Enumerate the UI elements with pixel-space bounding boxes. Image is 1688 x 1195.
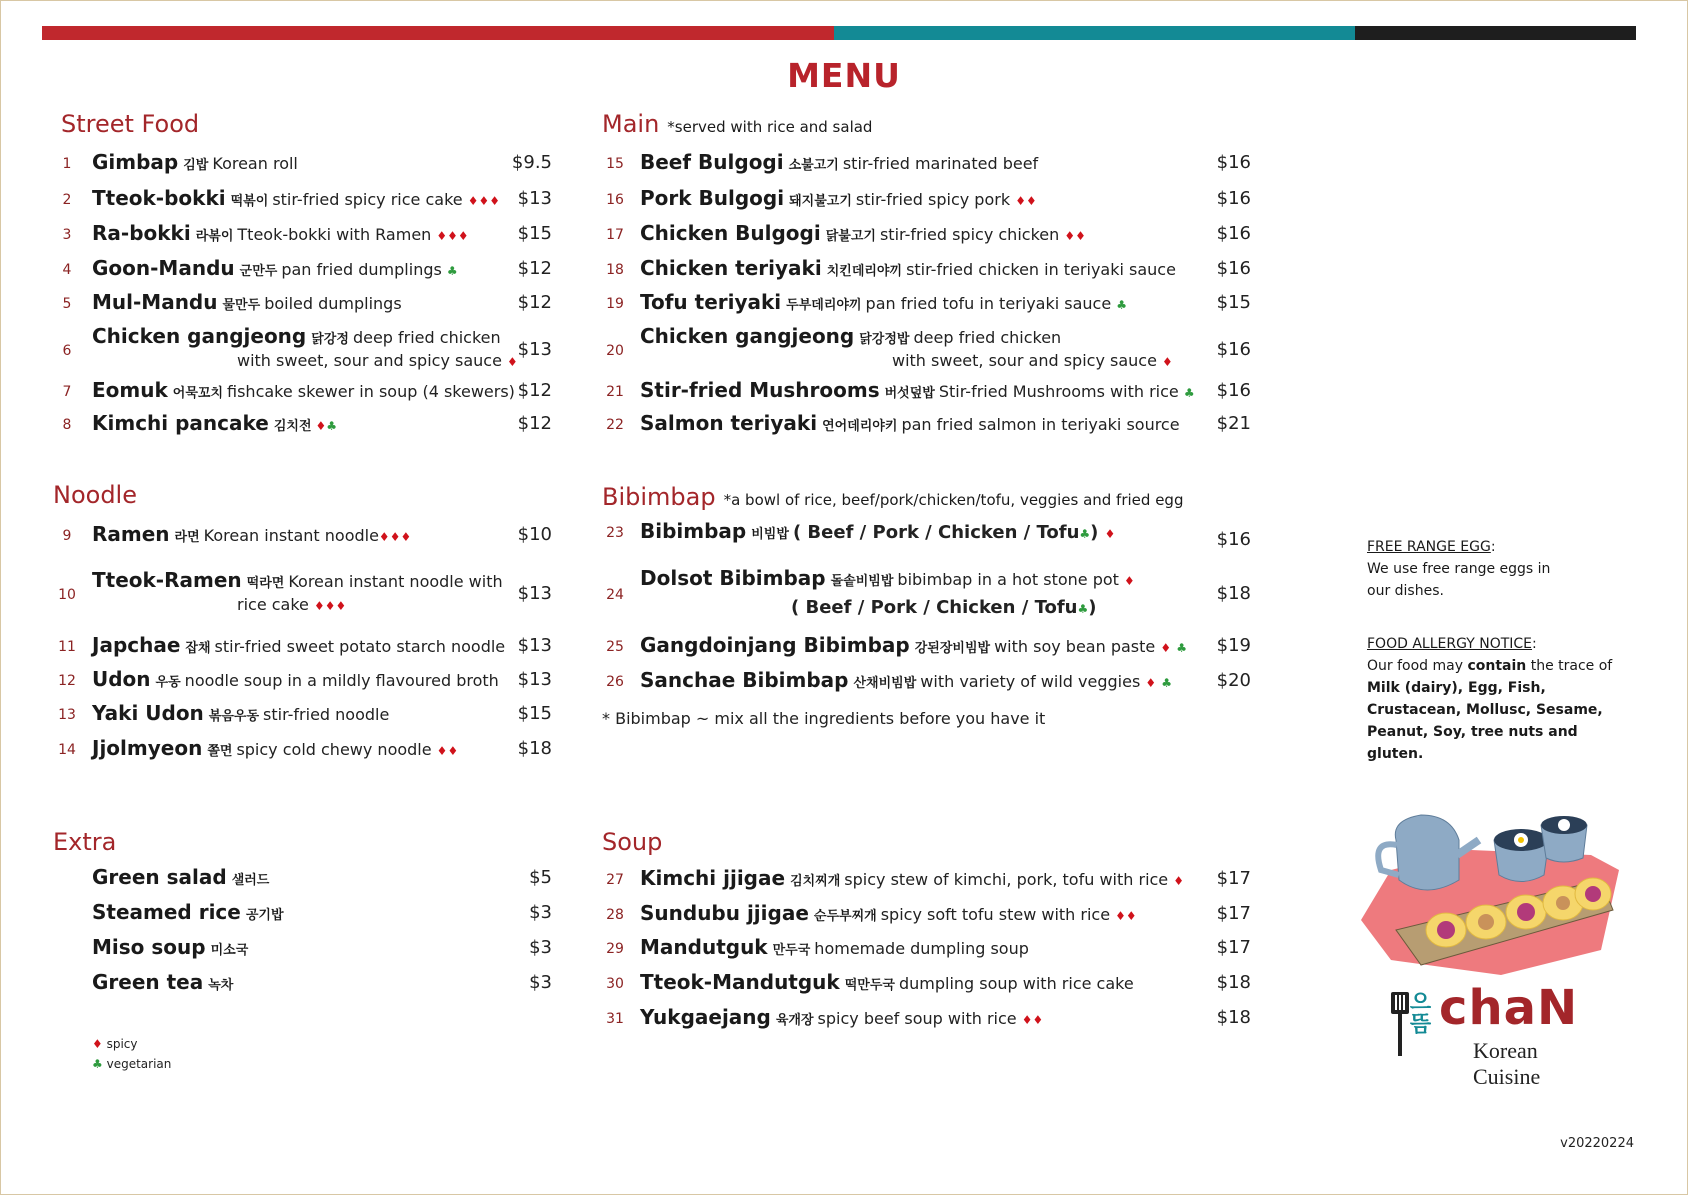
item-description: Tteok-bokki with Ramen ♦♦♦ (237, 225, 469, 244)
item-korean-name: 김치전 (273, 419, 312, 434)
item-number: 21 (606, 384, 624, 400)
item-name: Stir-fried Mushrooms (640, 378, 880, 402)
item-description: with soy bean paste ♦ ♣ (994, 637, 1187, 656)
item-name: Green salad (92, 865, 227, 889)
item-korean-name: 군만두 (239, 264, 278, 279)
menu-item (0, 411, 1300, 441)
menu-item (0, 668, 1300, 698)
item-description: stir-fried chicken in teriyaki sauce (906, 260, 1176, 279)
item-name: Mul-Mandu (92, 290, 218, 314)
item-price: $16 (1216, 223, 1251, 244)
allergy-text-end: the trace of (1526, 658, 1613, 674)
item-line (640, 221, 1086, 245)
item-line (640, 290, 1127, 314)
section-heading-street-food (61, 110, 199, 138)
spicy-icon: ♦ (1021, 1013, 1033, 1027)
item-korean-name: 닭강정 (311, 332, 349, 347)
item-name: Dolsot Bibimbap (640, 566, 826, 590)
item-price: $20 (1216, 670, 1251, 691)
item-name: Bibimbap (640, 519, 747, 543)
item-korean-name: 우동 (155, 675, 181, 690)
spicy-icon: ♦ (1162, 355, 1173, 369)
legend-vegetarian-label: vegetarian (106, 1057, 172, 1071)
logo-korean: 으뜸 (1406, 990, 1431, 1034)
spicy-icon: ♦ (457, 229, 469, 243)
item-name: Goon-Mandu (92, 256, 235, 280)
menu-item (0, 1005, 1300, 1035)
item-korean-name: 닭강정밥 (859, 332, 910, 347)
item-price: $18 (517, 738, 552, 759)
section-heading-extra (53, 828, 116, 856)
item-number: 15 (606, 156, 624, 172)
item-name: Mandutguk (640, 935, 768, 959)
item-price: $12 (517, 258, 552, 279)
item-line (640, 186, 1037, 210)
item-name: Yaki Udon (92, 701, 204, 725)
item-description: boiled dumplings (264, 294, 402, 313)
item-korean-name: 공기밥 (245, 908, 284, 923)
vegetarian-icon: ♣ (1176, 641, 1187, 655)
menu-item (0, 633, 1300, 663)
bibimbap-footnote: * Bibimbap ~ mix all the ingredients before you have it (602, 709, 1046, 728)
item-korean-name: 강된장비빔밥 (914, 641, 991, 656)
item-name: Pork Bulgogi (640, 186, 785, 210)
item-line (640, 901, 1137, 925)
item-price: $3 (529, 902, 552, 923)
item-number: 11 (58, 639, 76, 655)
item-korean-name: 치킨데리야끼 (826, 264, 903, 279)
egg-notice-title: FREE RANGE EGG (1367, 539, 1491, 555)
menu-item (0, 970, 1300, 1000)
allergen-list: Milk (dairy), Egg, Fish, Crustacean, Mollusc, Sesame, Peanut, Soy, tree nuts and gluten. (1367, 680, 1603, 762)
item-number: 7 (62, 384, 72, 400)
restaurant-logo (1389, 980, 1599, 1089)
item-description: with variety of wild veggies ♦ ♣ (920, 672, 1172, 691)
item-price: $3 (529, 972, 552, 993)
item-number: 20 (606, 342, 624, 359)
item-description: fishcake skewer in soup (4 skewers) (227, 382, 515, 401)
item-description: Stir-fried Mushrooms with rice ♣ (938, 382, 1195, 401)
item-price: $13 (517, 188, 552, 209)
item-description: pan fried salmon in teriyaki source (901, 415, 1180, 434)
item-price: $16 (1216, 258, 1251, 279)
item-price: $15 (517, 223, 552, 244)
menu-title: MENU (787, 56, 901, 95)
vegetarian-icon: ♣ (1077, 602, 1089, 616)
item-number: 16 (606, 192, 624, 208)
item-number: 22 (606, 417, 624, 433)
item-description-line2: rice cake ♦♦♦ (237, 595, 347, 614)
item-number: 30 (606, 976, 624, 992)
item-price: $13 (517, 338, 552, 360)
item-price: $12 (517, 413, 552, 434)
item-description: Korean instant noodle♦♦♦ (203, 526, 412, 545)
item-korean-name: 쫄면 (207, 744, 233, 759)
item-price: $9.5 (511, 152, 552, 173)
spicy-icon: ♦ (489, 194, 500, 208)
section-title: Soup (602, 828, 663, 856)
item-line (640, 378, 1195, 402)
item-korean-name: 소불고기 (788, 158, 839, 173)
item-korean-name: 떡볶이 (230, 194, 269, 209)
item-korean-name: 만두국 (772, 943, 811, 958)
spicy-icon: ♦ (1115, 909, 1126, 923)
item-name: Ramen (92, 522, 170, 546)
vegetarian-icon: ♣ (1183, 386, 1195, 400)
item-description: stir-fried sweet potato starch noodle (214, 637, 506, 656)
item-korean-name: 김밥 (183, 158, 209, 173)
item-number: 2 (62, 192, 72, 208)
item-name: Ra-bokki (92, 221, 191, 245)
item-korean-name: 잡채 (185, 641, 211, 656)
item-korean-name: 돌솥비빔밥 (830, 574, 894, 589)
section-heading-noodle (53, 481, 137, 509)
item-price: $10 (517, 524, 552, 545)
item-description: spicy soft tofu stew with rice ♦♦ (880, 905, 1137, 924)
spicy-icon: ♦ (478, 194, 490, 208)
tea-and-pancakes-illustration (1351, 800, 1627, 978)
item-name: Yukgaejang (640, 1005, 771, 1029)
vegetarian-icon: ♣ (1161, 676, 1172, 690)
spicy-icon: ♦ (315, 419, 327, 433)
item-number: 23 (606, 525, 624, 541)
item-description: deep fried chicken (352, 328, 501, 347)
item-line (640, 566, 1135, 590)
section-heading-bibimbap (602, 483, 1183, 511)
item-price: $18 (1216, 1007, 1251, 1028)
legend-spicy (92, 1037, 138, 1051)
item-number: 24 (606, 586, 624, 603)
logo-brand: chaN (1439, 980, 1579, 1036)
item-name: Tteok-Ramen (92, 568, 242, 592)
item-name: Salmon teriyaki (640, 411, 818, 435)
item-description: stir-fried marinated beef (842, 154, 1039, 173)
item-korean-name: 순두부찌개 (813, 909, 877, 924)
item-description: deep fried chicken (913, 328, 1062, 347)
spicy-icon: ♦ (507, 355, 518, 369)
item-korean-name: 물만두 (222, 298, 261, 313)
item-korean-name: 떡라면 (246, 576, 285, 591)
menu-item (0, 736, 1300, 766)
section-note: *served with rice and salad (667, 118, 873, 136)
item-description: Korean instant noodle with (288, 572, 503, 591)
item-korean-name: 김치찌개 (790, 874, 841, 889)
item-name: Tteok-Mandutguk (640, 970, 840, 994)
vegetarian-icon: ♣ (92, 1057, 103, 1071)
item-number: 14 (58, 742, 76, 758)
item-price: $12 (517, 292, 552, 313)
section-title: Main (602, 110, 660, 138)
spicy-icon: ♦ (1075, 229, 1086, 243)
item-number: 27 (606, 872, 624, 888)
item-korean-name: 산채비빔밥 (853, 676, 917, 691)
section-title: Noodle (53, 481, 137, 509)
spicy-icon: ♦ (389, 530, 401, 544)
item-price: $3 (529, 937, 552, 958)
item-line (640, 256, 1176, 280)
item-price: $16 (1216, 338, 1251, 360)
item-number: 8 (62, 417, 72, 433)
item-name: Eomuk (92, 378, 168, 402)
item-name: Chicken teriyaki (640, 256, 822, 280)
item-price: $13 (517, 582, 552, 604)
item-name: Steamed rice (92, 900, 241, 924)
item-price: $17 (1216, 903, 1251, 924)
item-line (92, 701, 389, 725)
item-name: Tofu teriyaki (640, 290, 782, 314)
allergy-text-bold: contain (1467, 658, 1527, 674)
spicy-icon: ♦ (324, 599, 336, 613)
item-line (92, 736, 458, 760)
menu-item (0, 324, 1300, 370)
item-description: dumpling soup with rice cake (898, 974, 1134, 993)
egg-notice-text: We use free range eggs in our dishes. (1367, 561, 1551, 599)
legend-spicy-label: spicy (106, 1037, 138, 1051)
section-heading-main (602, 110, 872, 138)
item-line (640, 970, 1134, 994)
item-korean-name: 어묵꼬치 (172, 386, 224, 401)
item-name: Udon (92, 667, 151, 691)
item-name: Kimchi pancake (92, 411, 269, 435)
item-line (640, 633, 1187, 657)
spicy-icon: ♦ (378, 530, 390, 544)
item-description: spicy cold chewy noodle ♦♦ (236, 740, 459, 759)
section-heading-soup (602, 828, 662, 856)
item-name: Chicken gangjeong (640, 324, 855, 348)
spicy-icon: ♦ (335, 599, 347, 613)
spicy-icon: ♦ (436, 744, 448, 758)
item-price: $13 (517, 669, 552, 690)
item-name: Chicken gangjeong (92, 324, 307, 348)
item-name: Beef Bulgogi (640, 150, 784, 174)
spicy-icon: ♦ (1160, 641, 1172, 655)
item-number: 13 (58, 707, 76, 723)
item-number: 19 (606, 296, 624, 312)
item-line (640, 866, 1184, 890)
item-number: 17 (606, 227, 624, 243)
item-description: pan fried dumplings ♣ (281, 260, 458, 279)
item-line (640, 935, 1029, 959)
top-bar-black (1355, 26, 1636, 40)
item-line (640, 668, 1172, 692)
item-korean-name: 닭불고기 (825, 229, 876, 244)
spicy-icon: ♦ (1064, 229, 1076, 243)
item-description: noodle soup in a mildly flavoured broth (184, 671, 499, 690)
item-korean-name: 버섯덮밥 (884, 386, 935, 401)
item-price: $21 (1216, 413, 1251, 434)
menu-item (0, 866, 1300, 896)
item-price: $13 (517, 635, 552, 656)
item-price: $19 (1216, 635, 1251, 656)
spicy-icon: ♦ (92, 1037, 103, 1051)
spicy-icon: ♦ (1032, 1013, 1044, 1027)
free-range-egg-notice: FREE RANGE EGG: We use free range eggs in our dishes. (1367, 536, 1627, 602)
menu-item (0, 519, 1300, 549)
top-bar-teal (834, 26, 1355, 40)
item-price: $15 (517, 703, 552, 724)
item-name: Miso soup (92, 935, 206, 959)
spicy-icon: ♦ (447, 744, 459, 758)
item-korean-name: 미소국 (210, 943, 249, 958)
item-name: Kimchi jjigae (640, 866, 786, 890)
item-number: 28 (606, 907, 624, 923)
vegetarian-icon: ♣ (446, 264, 458, 278)
spicy-icon: ♦ (447, 229, 458, 243)
item-name: Japchae (92, 633, 181, 657)
item-description: ( Beef / Pork / Chicken / Tofu♣) ♦ (792, 522, 1116, 543)
item-name: Chicken Bulgogi (640, 221, 821, 245)
item-price: $12 (517, 380, 552, 401)
item-price: $17 (1216, 937, 1251, 958)
legend-vegetarian (92, 1057, 171, 1071)
item-description: stir-fried spicy pork ♦♦ (855, 190, 1037, 209)
item-price: $18 (1216, 972, 1251, 993)
item-description: stir-fried noodle (263, 705, 390, 724)
item-line (640, 411, 1180, 435)
vegetarian-icon: ♣ (1116, 298, 1128, 312)
allergy-text: Our food may (1367, 658, 1468, 674)
item-description: bibimbap in a hot stone pot ♦ (897, 570, 1135, 589)
item-number: 9 (62, 528, 72, 544)
item-number: 26 (606, 674, 624, 690)
spicy-icon: ♦ (1124, 574, 1135, 588)
item-name: Jjolmyeon (92, 736, 203, 760)
item-number: 10 (58, 586, 76, 603)
item-korean-name: 돼지불고기 (789, 194, 852, 209)
item-number: 18 (606, 262, 624, 278)
vegetarian-icon: ♣ (1079, 527, 1091, 541)
section-title: Street Food (61, 110, 200, 138)
menu-item (0, 221, 1300, 251)
item-korean-name: 라면 (174, 530, 200, 545)
allergy-notice-title: FOOD ALLERGY NOTICE (1367, 636, 1533, 652)
menu-item (0, 186, 1300, 216)
menu-item (0, 290, 1300, 320)
item-description-line2: with sweet, sour and spicy sauce ♦ (892, 351, 1173, 370)
item-korean-name: 샐러드 (231, 873, 270, 888)
spicy-icon: ♦ (400, 530, 412, 544)
item-price: $18 (1216, 582, 1251, 604)
item-korean-name: 떡만두국 (844, 978, 895, 993)
item-number: 4 (62, 262, 72, 278)
item-description-line2: with sweet, sour and spicy sauce ♦ (237, 351, 518, 370)
item-description: stir-fried spicy rice cake ♦♦♦ (272, 190, 500, 209)
item-name: Tteok-bokki (92, 186, 226, 210)
spicy-icon: ♦ (313, 599, 325, 613)
item-price: $16 (1216, 529, 1251, 550)
vegetarian-icon: ♣ (326, 419, 338, 433)
item-number: 25 (606, 639, 624, 655)
section-title: Bibimbap (602, 483, 716, 511)
item-number: 12 (58, 673, 76, 689)
item-number: 5 (62, 296, 72, 312)
item-name: Gangdoinjang Bibimbap (640, 633, 910, 657)
item-price: $5 (529, 867, 552, 888)
item-korean-name: 연어데리야키 (822, 419, 898, 434)
item-name: Sanchae Bibimbap (640, 668, 849, 692)
item-description: pan fried tofu in teriyaki sauce ♣ (865, 294, 1128, 313)
item-price: $16 (1216, 152, 1251, 173)
section-note: *a bowl of rice, beef/pork/chicken/tofu, veggies and fried egg (723, 491, 1184, 509)
menu-item (0, 150, 1300, 180)
item-number: 6 (62, 342, 72, 359)
menu-item (0, 935, 1300, 965)
top-bar-red (42, 26, 834, 40)
menu-item (0, 378, 1300, 408)
item-korean-name: 비빔밥 (751, 527, 789, 542)
item-name: Gimbap (92, 150, 179, 174)
spicy-icon: ♦ (1145, 676, 1157, 690)
spicy-icon: ♦ (1015, 194, 1026, 208)
item-price: $17 (1216, 868, 1251, 889)
item-price: $15 (1216, 292, 1251, 313)
item-description: spicy stew of kimchi, pork, tofu with rice ♦ (844, 870, 1184, 889)
spicy-icon: ♦ (1173, 874, 1184, 888)
item-description: stir-fried spicy chicken ♦♦ (879, 225, 1086, 244)
item-price: $16 (1216, 188, 1251, 209)
item-number: 31 (606, 1011, 624, 1027)
item-number: 1 (62, 156, 72, 172)
item-name: Sundubu jjigae (640, 901, 809, 925)
item-description: homemade dumpling soup (814, 939, 1029, 958)
item-korean-name: 두부데리야끼 (786, 298, 862, 313)
item-line (640, 519, 1115, 543)
spicy-icon: ♦ (1125, 909, 1137, 923)
item-description: Korean roll (212, 154, 298, 173)
item-number: 29 (606, 941, 624, 957)
item-line (640, 324, 1061, 348)
item-line (640, 150, 1038, 174)
item-description: spicy beef soup with rice ♦♦ (817, 1009, 1044, 1028)
spicy-icon: ♦ (467, 194, 479, 208)
item-korean-name: 볶음우동 (208, 709, 260, 724)
item-description-line2: ( Beef / Pork / Chicken / Tofu♣) (791, 597, 1097, 618)
item-korean-name: 육개장 (775, 1013, 814, 1028)
item-korean-name: 라볶이 (195, 229, 234, 244)
food-allergy-notice: FOOD ALLERGY NOTICE: Our food may contain the trace of Milk (dairy), Egg, Fish, Crustacean, Mollusc, Sesame, Peanut, Soy, tree nuts and gluten. (1367, 633, 1627, 765)
item-korean-name: 녹차 (208, 978, 234, 993)
item-line (640, 1005, 1043, 1029)
section-title: Extra (53, 828, 117, 856)
item-name: Green tea (92, 970, 204, 994)
item-number: 3 (62, 227, 72, 243)
logo-tagline: Korean Cuisine (1473, 1038, 1541, 1089)
version-label: v20220224 (1560, 1136, 1634, 1151)
spicy-icon: ♦ (436, 229, 448, 243)
spicy-icon: ♦ (1025, 194, 1037, 208)
menu-item (0, 901, 1300, 931)
item-price: $16 (1216, 380, 1251, 401)
spicy-icon: ♦ (1104, 527, 1116, 541)
menu-item (0, 256, 1300, 286)
